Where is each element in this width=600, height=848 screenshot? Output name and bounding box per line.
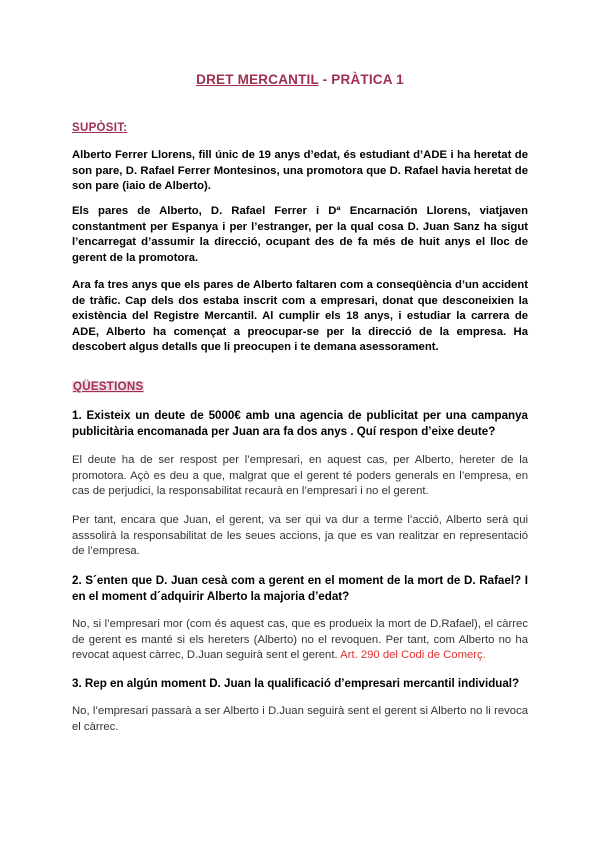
document-title xyxy=(0,72,600,87)
suposit-paragraph-3: Ara fa tres anys que els pares de Alberto faltaren com a conseqüència d’un accident de tràfic. Cap dels dos estaba inscrit com a empresari, donat que desconeixien la existència del Registre Mercantil. Al cumplir els 18 anys, i estudiar la carrera de ADE, Alberto ha començat a preocupar-se per la direcció de la empresa. Ha descobert algus detalls que li preocupen i te demana asessorament. xyxy=(72,279,528,354)
question-3: 3. Rep en algún moment D. Juan la qualificació d’empresari mercantil individual? xyxy=(72,677,520,690)
title-practice: - PRÀTICA 1 xyxy=(318,72,404,87)
suposit-paragraph-1: Alberto Ferrer Llorens, fill únic de 19 anys d’edat, és estudiant d’ADE i ha heretat de son pare, D. Rafael Ferrer Montesinos, una promotora que D. Rafael havia heretat de son pare (iaio de Alberto). xyxy=(72,149,528,193)
title-subject: DRET MERCANTIL xyxy=(196,72,319,87)
answer-3: No, l’empresari passarà a ser Alberto i D.Juan seguirà sent el gerent si Alberto no li revoca el càrrec. xyxy=(72,705,528,733)
suposit-heading: SUPÒSIT: xyxy=(72,122,128,134)
answer-2 xyxy=(72,617,528,664)
questions-heading: QÜESTIONS xyxy=(73,381,144,393)
answer-2-text: No, si l’empresari mor (com és aquest cas, que es produeix la mort de D.Rafael), el càrrec de gerent es manté si els hereters (Alberto) no el revoquen. Per tant, com Alberto no ha revocat aquest càrrec, D.Juan seguirà sent el gerent. xyxy=(72,618,528,662)
legal-reference: Art. 290 del Codi de Comerç. xyxy=(340,649,486,662)
question-1: 1. Existeix un deute de 5000€ amb una agencia de publicitat per una campanya publicitària encomanada per Juan ara fa dos anys . Quí respon d’eixe deute? xyxy=(72,409,528,439)
answer-1-paragraph-2: Per tant, encara que Juan, el gerent, va ser qui va dur a terme l’acció, Alberto serà qui asssolirà la responsabilitat de les seues accions, ja que es van realitzar en representació de l’empresa. xyxy=(72,514,528,558)
question-2: 2. S´enten que D. Juan cesà com a gerent en el moment de la mort de D. Rafael? I en el moment d´adquirir Alberto la majoria d’edat? xyxy=(72,574,528,604)
suposit-paragraph-2: Els pares de Alberto, D. Rafael Ferrer i Dª Encarnación Llorens, viatjaven constantment per Espanya i per l’estranger, per la qual cosa D. Juan Sanz ha sigut l’encarregat d’assumir la direcció, ocupant des de fa més de huit anys el lloc de gerent de la promotora. xyxy=(72,205,528,264)
answer-1-paragraph-1: El deute ha de ser respost per l’empresari, en aquest cas, per Alberto, hereter de la promotora. Açò es deu a que, malgrat que el gerent té poders generals en l’empresa, en cas de perjudici, la responsabilitat recaurà en l’empresari i no el gerent. xyxy=(72,454,528,498)
